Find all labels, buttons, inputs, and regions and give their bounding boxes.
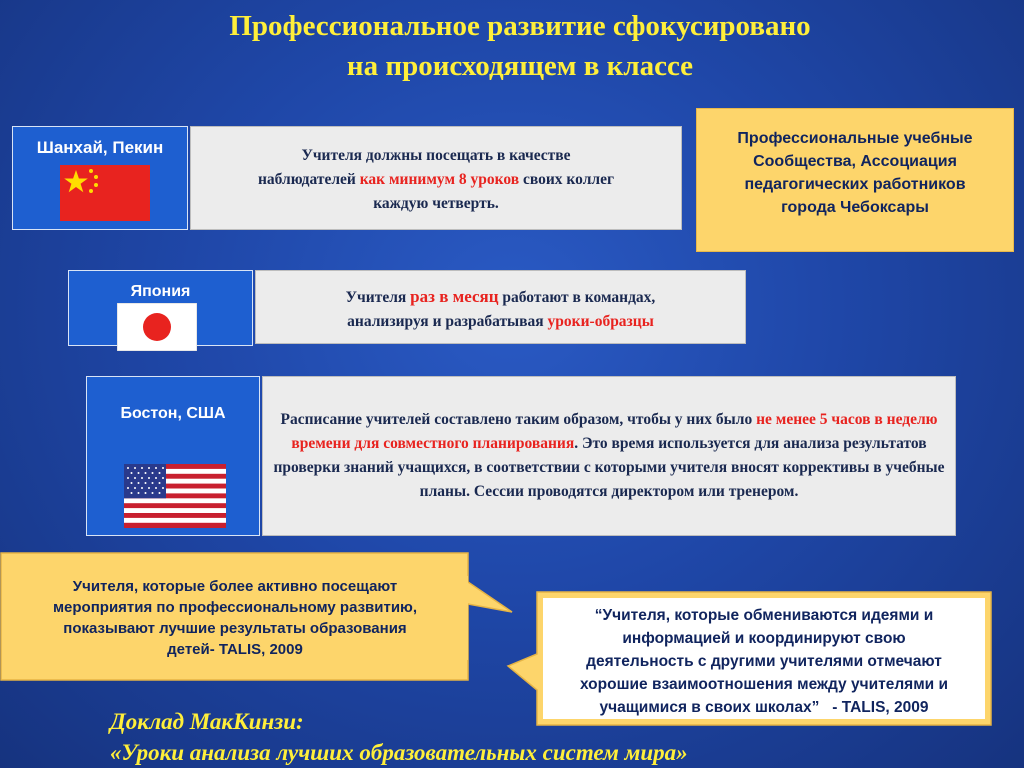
callout-right-text — [543, 604, 985, 719]
japan-label: Япония — [130, 283, 191, 300]
shanghai-label: Шанхай, Пекин — [36, 138, 164, 157]
japan-text-c: анализируя и разрабатывая — [347, 313, 548, 330]
callout-left-line-2: мероприятия по профессиональному развитию, — [52, 599, 418, 616]
japan-highlight-2: уроки-образцы — [547, 313, 654, 330]
callout-right-line-3: деятельность с другими учителями отмечают — [586, 653, 942, 670]
boston-highlight: не менее 5 часов в неделю времени для совместного планирования — [291, 411, 938, 452]
callout-right-line-2: информацией и координируют свою — [622, 630, 906, 647]
footer-citation — [110, 706, 870, 768]
boston-text-a: Расписание учителей составлено таким образом, чтобы у них было — [280, 411, 757, 428]
callout-left-line-3: показывают лучшие результаты образования — [63, 620, 407, 637]
footer-line-2: «Уроки анализа лучших образовательных систем мира» — [110, 740, 688, 765]
usa-flag-icon — [124, 464, 226, 528]
callout-left-line-1: Учителя, которые более активно посещают — [72, 578, 398, 595]
community-line-4: города Чебоксары — [781, 199, 929, 216]
callout-right-line-5: учащимися в своих школах” - TALIS, 2009 — [599, 699, 929, 716]
boston-text-box — [262, 376, 956, 536]
japan-text-a: Учителя — [345, 289, 411, 306]
shanghai-text-d: каждую четверть. — [373, 195, 499, 212]
slide-title — [100, 6, 940, 86]
callout-right-line-4: хорошие взаимоотношения между учителями и — [579, 676, 949, 693]
shanghai-text-a: Учителя должны посещать в качестве — [301, 147, 571, 164]
shanghai-text-b: наблюдателей — [257, 171, 360, 188]
japan-flag-icon — [117, 303, 197, 351]
japan-text-b: работают в командах, — [498, 289, 656, 306]
footer-line-1: Доклад МакКинзи: — [110, 709, 304, 734]
boston-text-b: . Это время используется для анализа результатов проверки знаний учащихся, в соответствии с которыми учителя вносят коррективы в учебные планы. Сессии проводятся директором или тренером. — [273, 435, 945, 500]
community-line-1: Профессиональные учебные — [737, 130, 973, 147]
shanghai-text-box — [190, 126, 682, 230]
japan-text-box — [255, 270, 746, 344]
title-line-1: Профессиональное развитие сфокусировано — [229, 10, 811, 42]
boston-label: Бостон, США — [120, 405, 226, 422]
shanghai-highlight: как минимум 8 уроков — [359, 171, 520, 188]
china-flag-icon — [60, 165, 150, 221]
shanghai-text-c: своих коллег — [519, 171, 615, 188]
callout-left-line-4: детей- TALIS, 2009 — [167, 641, 303, 658]
community-line-3: педагогических работников — [744, 176, 966, 193]
community-box — [696, 108, 1014, 252]
callout-left-text — [2, 576, 468, 660]
callout-right-line-1: “Учителя, которые обмениваются идеями и — [594, 607, 934, 624]
title-line-2: на происходящем в классе — [346, 50, 694, 82]
community-line-2: Сообщества, Ассоциация — [753, 153, 957, 170]
japan-highlight-1: раз в месяц — [410, 287, 499, 306]
